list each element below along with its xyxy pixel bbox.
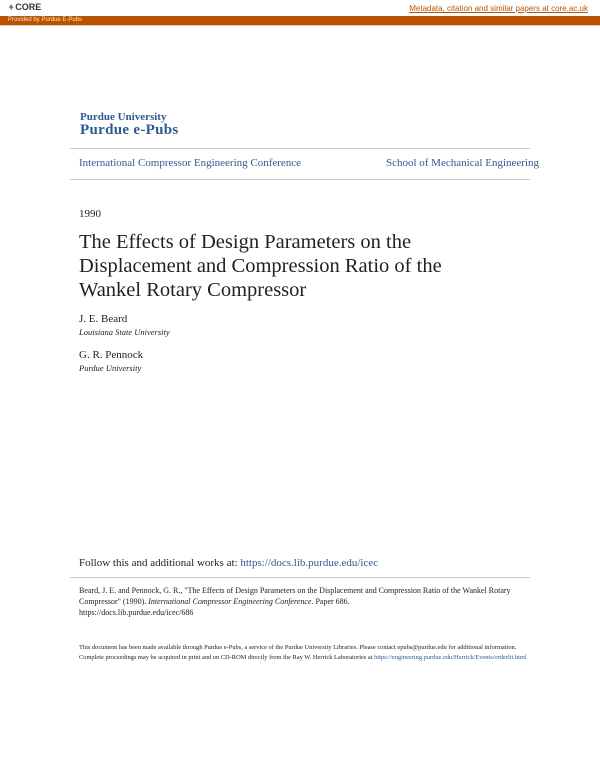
divider — [70, 179, 530, 180]
citation-paper: . Paper 686. — [311, 597, 350, 606]
follow-text: Follow this and additional works at: — [79, 557, 241, 569]
author-affiliation: Louisiana State University — [79, 327, 170, 337]
repository-name: Purdue e-Pubs — [80, 122, 179, 138]
metadata-link[interactable]: Metadata, citation and similar papers at core.ac.uk — [409, 4, 588, 13]
author-name: G. R. Pennock — [79, 349, 144, 361]
core-logo-icon: ⚘ — [8, 5, 15, 12]
provided-by-text: Provided by Purdue E-Pubs — [8, 17, 83, 23]
divider — [70, 148, 530, 149]
core-logo-text: CORE — [15, 2, 42, 12]
core-logo[interactable] — [8, 2, 41, 12]
follow-line — [79, 557, 378, 569]
divider — [70, 577, 530, 578]
follow-link[interactable]: https://docs.lib.purdue.edu/icec — [240, 557, 379, 569]
herrick-link[interactable]: https://engineering.purdue.edu/Herrick/Events/orderlit.html — [374, 654, 527, 661]
notice-text: This document has been made available through Purdue e-Pubs, a service of the Purdue University Libraries. Please contact epubs@purdue.edu for additional information. — [79, 644, 517, 651]
notice — [79, 643, 529, 663]
notice-text-2: Complete proceedings may be acquired in print and on CD-ROM directly from the Ray W. Herrick Laboratories at — [79, 654, 375, 661]
author-name: J. E. Beard — [79, 313, 128, 325]
author-affiliation: Purdue University — [79, 363, 142, 373]
collection-link[interactable]: International Compressor Engineering Conference — [79, 157, 302, 169]
citation-journal: International Compressor Engineering Conference — [148, 597, 312, 606]
provider-banner — [0, 16, 600, 26]
citation — [79, 585, 529, 618]
school-link[interactable]: School of Mechanical Engineering — [385, 157, 539, 169]
paper-title: The Effects of Design Parameters on the Displacement and Compression Ratio of the Wankel Rotary Compressor — [79, 231, 442, 301]
paper-year: 1990 — [79, 208, 101, 220]
citation-url: https://docs.lib.purdue.edu/icec/686 — [79, 608, 194, 617]
university-name: Purdue University — [80, 111, 167, 123]
citation-text: Beard, J. E. and Pennock, G. R., "The Effects of Design Parameters on the Displacement and Compression Ratio of the Wankel Rotary Compressor" (1990). — [79, 586, 511, 606]
